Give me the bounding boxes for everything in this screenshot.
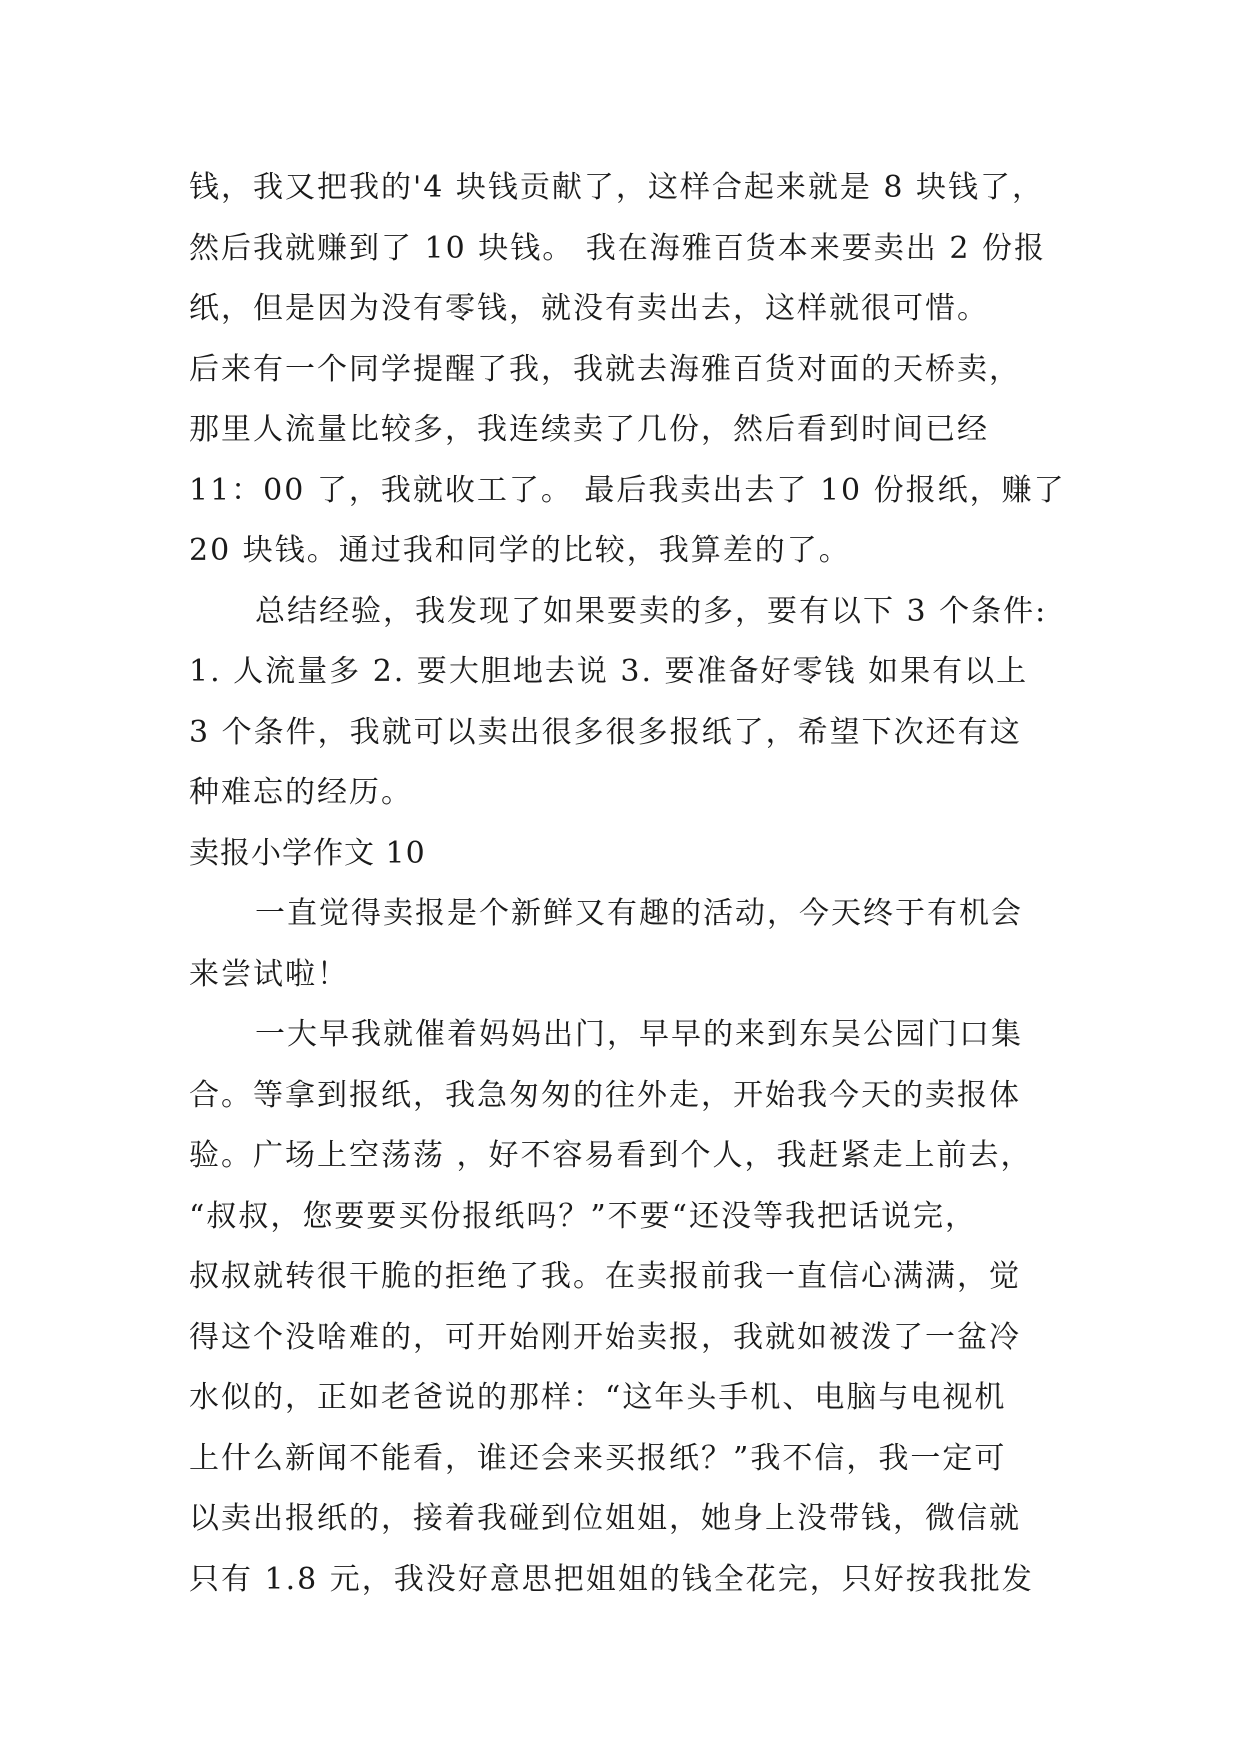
paragraph-2 [189,582,1059,824]
text-line: 只有 1.8 元，我没好意思把姐姐的钱全花完，只好按我批发 [189,1561,1034,1597]
text-line: “叔叔，您要要买份报纸吗？”不要“还没等我把话说完， [189,1198,978,1234]
text-line: 那里人流量比较多，我连续卖了几份，然后看到时间已经 [189,412,989,447]
text-line: 以卖出报纸的，接着我碰到位姐姐，她身上没带钱，微信就 [189,1501,1021,1536]
text-line: 得这个没啥难的，可开始刚开始卖报，我就如被泼了一盆冷 [189,1319,1021,1355]
text-line: 钱，我又把我的'4 块钱贡献了，这样合起来就是 8 块钱了， [189,170,1045,205]
text-line: 1. 人流量多 2. 要大胆地去说 3. 要准备好零钱 如果有以上 [189,654,1029,689]
text-line: 3 个条件，我就可以卖出很多很多报纸了，希望下次还有这 [189,714,1022,750]
text-line: 11：00 了，我就收工了。 最后我卖出去了 10 份报纸，赚了 [189,472,1066,508]
text-line: 一大早我就催着妈妈出门，早早的来到东吴公园门口集 [255,1017,1023,1052]
text-line: 纸，但是因为没有零钱，就没有卖出去，这样就很可惜。 [189,291,989,326]
text-line: 后来有一个同学提醒了我，我就去海雅百货对面的天桥卖， [189,351,1021,387]
section-paragraph-2 [189,1005,1059,1610]
text-line: 验。广场上空荡荡 ，好不容易看到个人，我赶紧走上前去， [189,1138,1033,1173]
text-line: 合。等拿到报纸，我急匆匆的往外走，开始我今天的卖报体 [189,1077,1021,1113]
document-body [189,158,1066,1610]
section-title: 卖报小学作文 10 [189,835,426,871]
section-paragraph-1 [189,884,1059,1005]
text-line: 20 块钱。通过我和同学的比较，我算差的了。 [189,533,851,568]
text-line: 水似的，正如老爸说的那样：“这年头手机、电脑与电视机 [189,1380,1007,1415]
paragraph-1 [189,158,1066,582]
text-line: 叔叔就转很干脆的拒绝了我。在卖报前我一直信心满满，觉 [189,1259,1021,1294]
text-line: 一直觉得卖报是个新鲜又有趣的活动，今天终于有机会 [255,896,1023,931]
text-line: 总结经验，我发现了如果要卖的多，要有以下 3 个条件: [255,593,1048,629]
text-line: 上什么新闻不能看，谁还会来买报纸？”我不信，我一定可 [189,1440,1007,1476]
text-line: 然后我就赚到了 10 块钱。 我在海雅百货本来要卖出 2 份报 [189,230,1046,266]
text-line: 来尝试啦！ [189,956,349,992]
text-line: 种难忘的经历。 [189,775,413,810]
